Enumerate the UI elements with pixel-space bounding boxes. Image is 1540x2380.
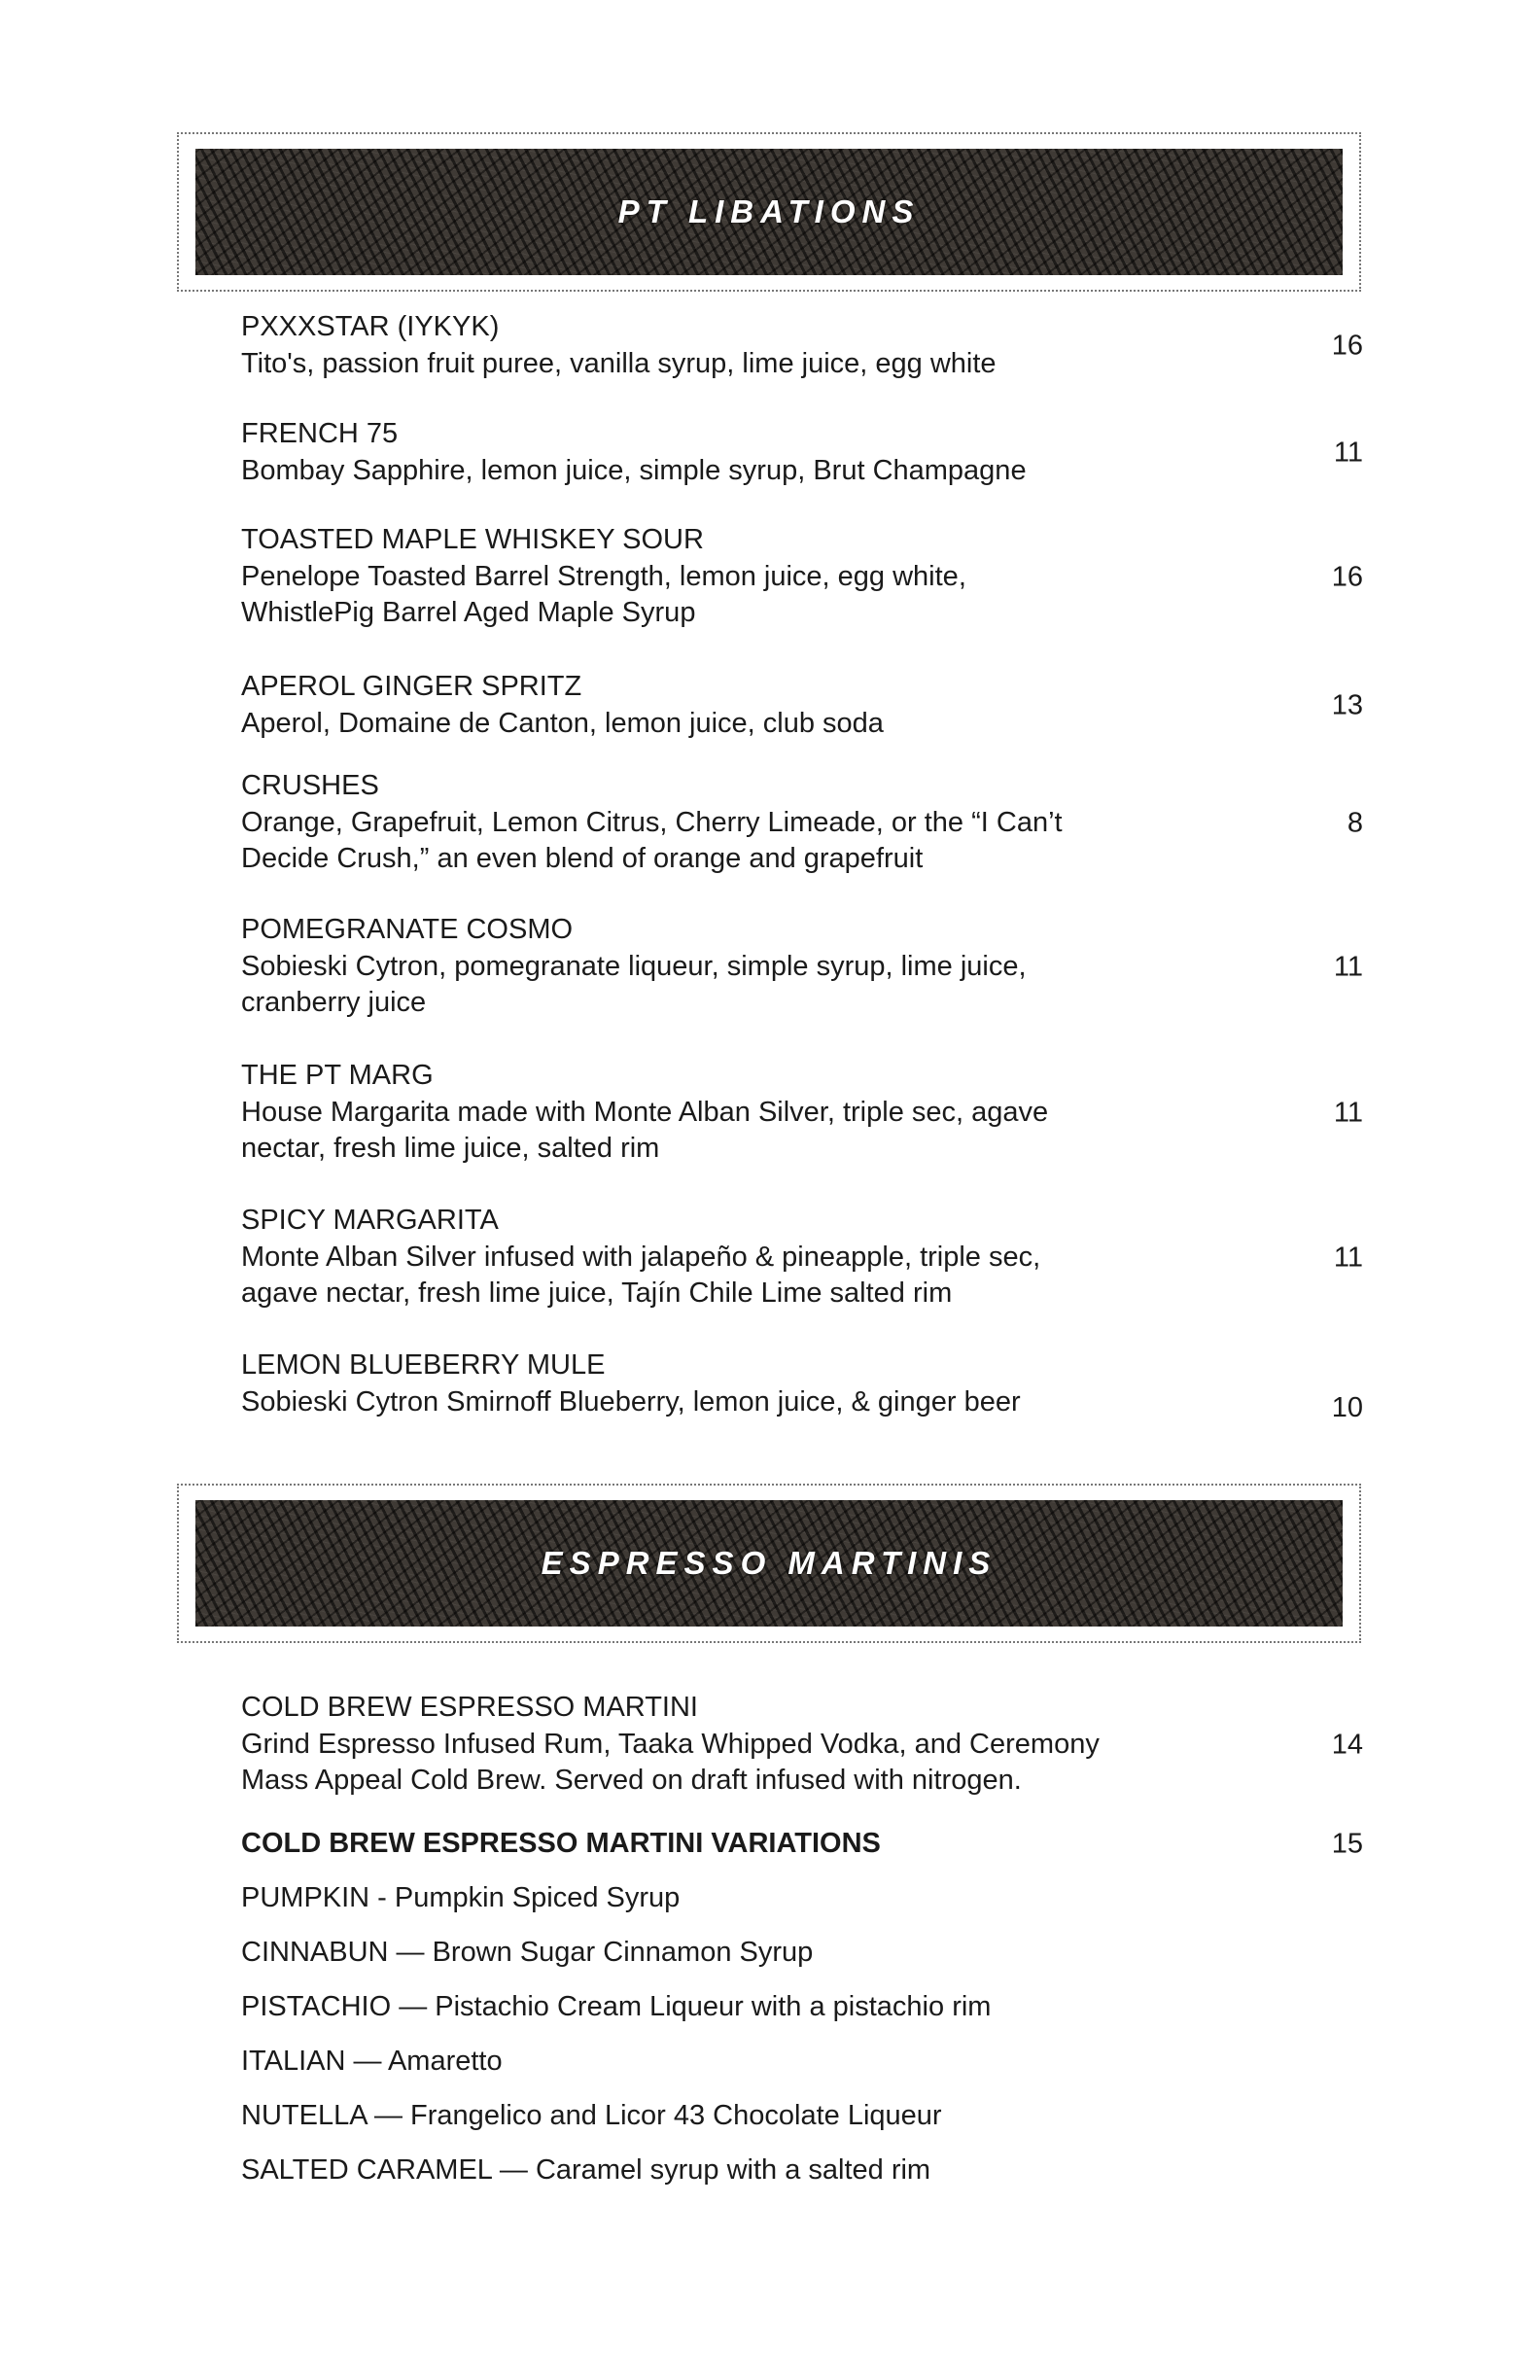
menu-item [241, 669, 1363, 742]
item-price: 11 [1333, 1097, 1363, 1129]
item-description: nectar, fresh lime juice, salted rim [241, 1133, 660, 1165]
item-description: Penelope Toasted Barrel Strength, lemon juice, egg white, [241, 560, 966, 592]
item-name: THE PT MARG [241, 1060, 434, 1091]
item-price: 16 [1331, 330, 1363, 362]
variations-heading [241, 1826, 1363, 1863]
item-description: Mass Appeal Cold Brew. Served on draft infused with nitrogen. [241, 1765, 1022, 1797]
item-description: Orange, Grapefruit, Lemon Citrus, Cherry Limeade, or the “I Can’t [241, 806, 1063, 838]
item-name: SPICY MARGARITA [241, 1205, 499, 1236]
item-price: 8 [1347, 807, 1363, 839]
item-description: Grind Espresso Infused Rum, Taaka Whipped Vodka, and Ceremony [241, 1728, 1100, 1760]
item-price: 13 [1331, 689, 1363, 721]
item-name: LEMON BLUEBERRY MULE [241, 1349, 606, 1381]
wood-grain-banner [195, 1500, 1343, 1627]
item-name: TOASTED MAPLE WHISKEY SOUR [241, 524, 704, 555]
item-price: 14 [1331, 1729, 1363, 1761]
item-name: POMEGRANATE COSMO [241, 914, 574, 945]
item-price: 11 [1333, 1242, 1363, 1274]
menu-item [241, 522, 1363, 632]
variation-item: NUTELLA — Frangelico and Licor 43 Chocolate Liqueur [241, 2100, 942, 2131]
item-description: Sobieski Cytron, pomegranate liqueur, simple syrup, lime juice, [241, 950, 1027, 982]
section-banner-espresso-martinis [177, 1484, 1361, 1643]
item-description: Tito's, passion fruit puree, vanilla syrup, lime juice, egg white [241, 347, 997, 379]
item-price: 10 [1331, 1392, 1363, 1424]
variation-item: PISTACHIO — Pistachio Cream Liqueur with a pistachio rim [241, 1991, 992, 2022]
item-description: cranberry juice [241, 987, 427, 1019]
variation-item: PUMPKIN - Pumpkin Spiced Syrup [241, 1882, 681, 1913]
item-description: WhistlePig Barrel Aged Maple Syrup [241, 597, 696, 629]
item-name: CRUSHES [241, 770, 379, 801]
menu-item [241, 912, 1363, 1022]
item-description: Aperol, Domaine de Canton, lemon juice, club soda [241, 707, 884, 739]
menu-item [241, 309, 1363, 382]
item-description: Sobieski Cytron Smirnoff Blueberry, lemon juice, & ginger beer [241, 1385, 1021, 1418]
section-title: PT LIBATIONS [617, 193, 921, 229]
item-price: 16 [1331, 561, 1363, 593]
section-title: ESPRESSO MARTINIS [541, 1545, 998, 1581]
variation-item: ITALIAN — Amaretto [241, 2046, 503, 2077]
item-description: Bombay Sapphire, lemon juice, simple syrup, Brut Champagne [241, 454, 1027, 486]
item-price: 11 [1333, 951, 1363, 983]
item-name: COLD BREW ESPRESSO MARTINI VARIATIONS [241, 1828, 881, 1859]
variation-item: CINNABUN — Brown Sugar Cinnamon Syrup [241, 1937, 814, 1968]
item-name: FRENCH 75 [241, 418, 399, 449]
item-description: Decide Crush,” an even blend of orange and grapefruit [241, 843, 924, 875]
item-name: COLD BREW ESPRESSO MARTINI [241, 1692, 698, 1723]
item-name: PXXXSTAR (IYKYK) [241, 311, 500, 342]
menu-item [241, 1348, 1363, 1424]
menu-item [241, 1203, 1363, 1312]
wood-grain-banner [195, 149, 1343, 275]
item-description: House Margarita made with Monte Alban Silver, triple sec, agave [241, 1096, 1049, 1128]
item-name: APEROL GINGER SPRITZ [241, 671, 582, 702]
section-banner-pt-libations [177, 132, 1361, 292]
menu-item [241, 1058, 1363, 1168]
menu-item [241, 768, 1363, 878]
item-price: 11 [1333, 437, 1363, 469]
menu-item [241, 1690, 1363, 1800]
menu-item [241, 416, 1363, 489]
item-description: agave nectar, fresh lime juice, Tajín Chile Lime salted rim [241, 1278, 953, 1310]
item-price: 15 [1331, 1828, 1363, 1860]
variation-item: SALTED CARAMEL — Caramel syrup with a salted rim [241, 2154, 931, 2186]
item-description: Monte Alban Silver infused with jalapeño & pineapple, triple sec, [241, 1241, 1041, 1273]
